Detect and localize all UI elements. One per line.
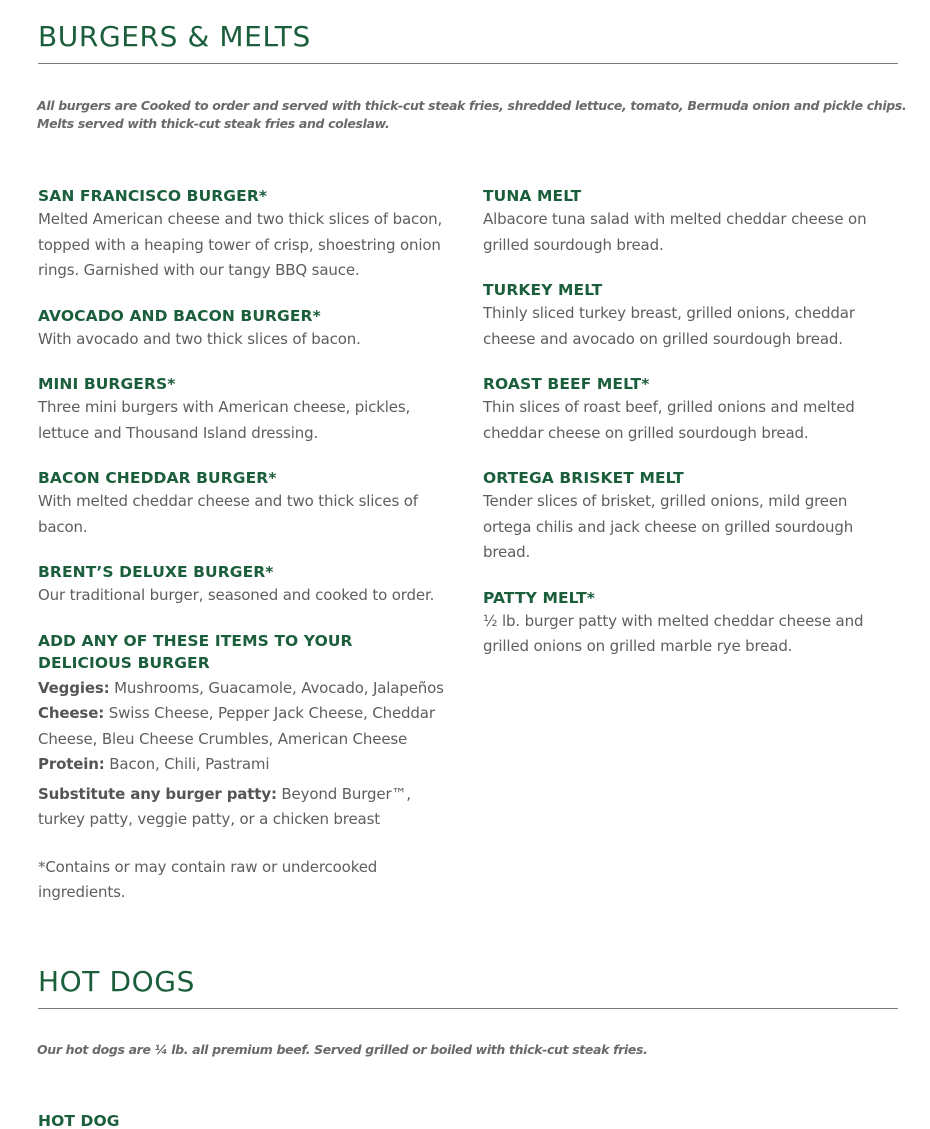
hotdogs-column xyxy=(38,1110,453,1129)
hotdogs-section xyxy=(38,965,898,1009)
raw-disclaimer: *Contains or may contain raw or undercooked ingredients. xyxy=(38,857,378,901)
menu-item xyxy=(483,587,883,660)
item-description: Thinly sliced turkey breast, grilled onions, cheddar cheese and avocado on grilled sourdough bread. xyxy=(483,304,855,348)
item-title: ROAST BEEF MELT* xyxy=(483,375,650,393)
addon-substitute xyxy=(38,782,453,833)
note-line-1: All burgers are Cooked to order and served with thick-cut steak fries, shredded lettuce, tomato, Bermuda onion and pickle chips. xyxy=(37,98,907,113)
item-description: Our traditional burger, seasoned and cooked to order. xyxy=(38,586,435,604)
menu-item xyxy=(483,279,883,352)
menu-item xyxy=(38,305,453,353)
item-description: With melted cheddar cheese and two thick slices of bacon. xyxy=(38,492,418,536)
burgers-column xyxy=(38,185,453,906)
item-title: MINI BURGERS* xyxy=(38,375,176,393)
item-title: ORTEGA BRISKET MELT xyxy=(483,469,684,487)
addon-label: Veggies: xyxy=(38,678,110,697)
addon-values: Beyond Burger™, turkey patty, veggie patty, or a chicken breast xyxy=(38,784,411,828)
burgers-melts-section xyxy=(38,20,898,64)
burgers-note xyxy=(37,97,907,133)
item-description: Melted American cheese and two thick slices of bacon, topped with a heaping tower of crisp, shoestring onion rings. Garnished with our tangy BBQ sauce. xyxy=(38,210,443,279)
item-title: SAN FRANCISCO BURGER* xyxy=(38,187,268,205)
melts-column xyxy=(483,185,883,681)
item-description: Tender slices of brisket, grilled onions, mild green ortega chilis and jack cheese on grilled sourdough bread. xyxy=(483,492,854,561)
item-title: PATTY MELT* xyxy=(483,588,595,607)
menu-item xyxy=(483,467,883,566)
addons-block xyxy=(38,630,453,833)
addon-values: Swiss Cheese, Pepper Jack Cheese, Cheddar Cheese, Bleu Cheese Crumbles, American Cheese xyxy=(38,704,435,748)
item-description: ½ lb. burger patty with melted cheddar cheese and grilled onions on grilled marble rye bread. xyxy=(483,611,864,655)
menu-item xyxy=(38,185,453,284)
addon-cheese xyxy=(38,701,453,752)
menu-item xyxy=(483,185,883,258)
menu-item xyxy=(38,467,453,540)
hotdogs-note: Our hot dogs are ¼ lb. all premium beef. Served grilled or boiled with thick-cut steak fries. xyxy=(37,1042,648,1057)
item-description: Three mini burgers with American cheese, pickles, lettuce and Thousand Island dressing. xyxy=(38,398,411,442)
note-line-2: Melts served with thick-cut steak fries and coleslaw. xyxy=(37,116,390,131)
addon-label: Protein: xyxy=(38,755,105,773)
addons-title: ADD ANY OF THESE ITEMS TO YOUR DELICIOUS BURGER xyxy=(38,631,353,672)
addon-label: Cheese: xyxy=(38,704,105,722)
item-description: Albacore tuna salad with melted cheddar cheese on grilled sourdough bread. xyxy=(483,210,867,254)
item-title: BACON CHEDDAR BURGER* xyxy=(38,469,277,487)
section-title: HOT DOGS xyxy=(38,965,898,1009)
item-title: HOT DOG xyxy=(38,1112,120,1129)
menu-item xyxy=(38,561,453,609)
menu-item xyxy=(38,373,453,446)
section-title: BURGERS & MELTS xyxy=(38,20,898,64)
addon-values: Bacon, Chili, Pastrami xyxy=(109,755,270,773)
item-description: Thin slices of roast beef, grilled onions and melted cheddar cheese on grilled sourdough bread. xyxy=(483,398,855,442)
addon-veggies xyxy=(38,676,453,702)
addon-label: Substitute any burger patty: xyxy=(38,784,277,803)
addon-protein xyxy=(38,752,453,778)
item-title: BRENT’S DELUXE BURGER* xyxy=(38,563,274,581)
item-title: TUNA MELT xyxy=(483,187,582,205)
item-description: With avocado and two thick slices of bacon. xyxy=(38,329,361,348)
item-title: TURKEY MELT xyxy=(483,281,603,299)
item-title: AVOCADO AND BACON BURGER* xyxy=(38,306,321,325)
menu-item xyxy=(483,373,883,446)
addon-values: Mushrooms, Guacamole, Avocado, Jalapeños xyxy=(114,678,444,697)
